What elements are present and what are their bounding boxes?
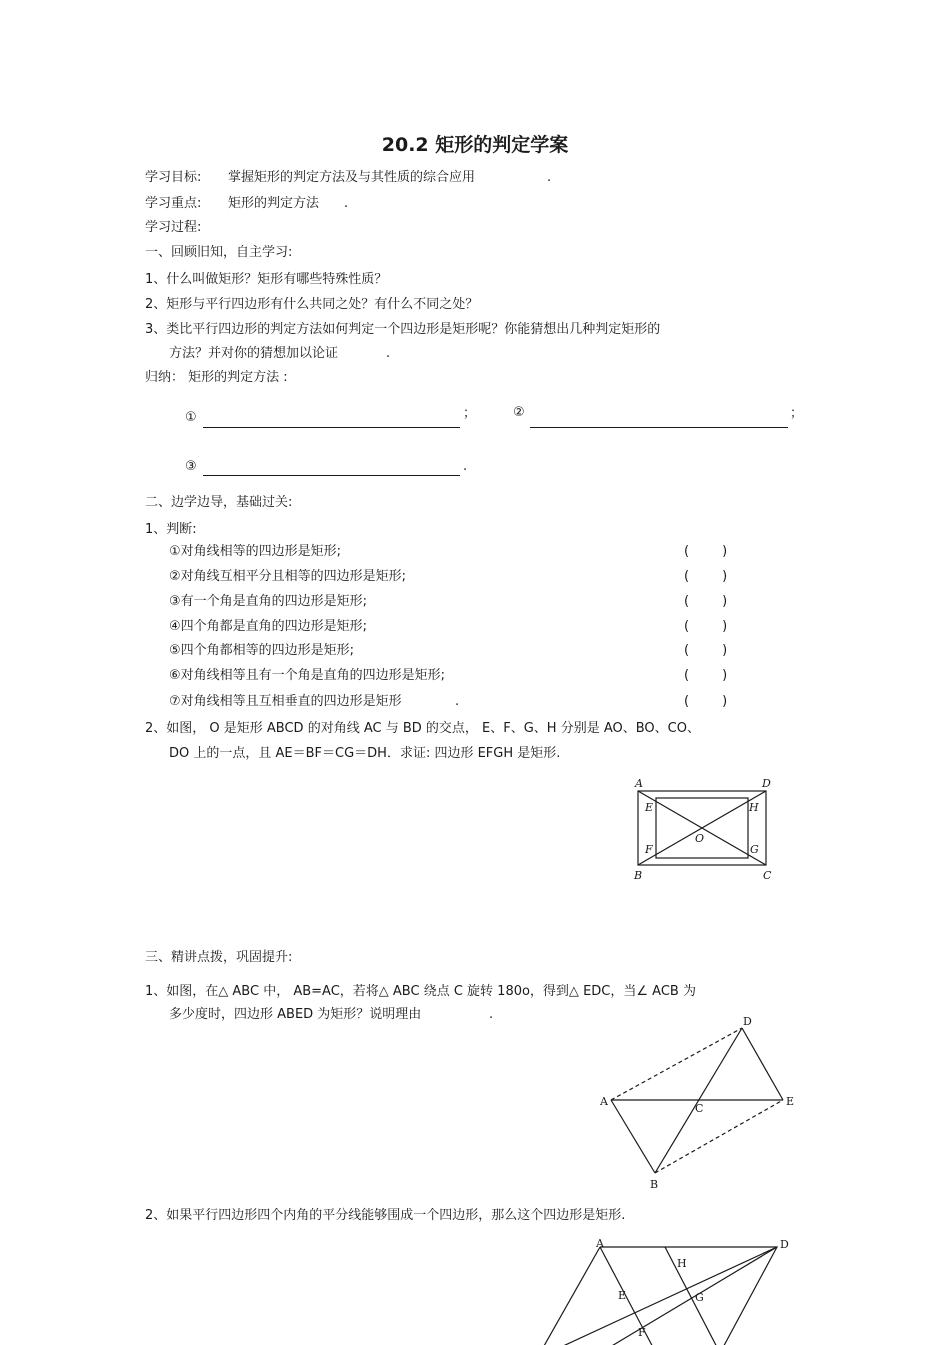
- judge-item-6: ⑥对角线相等且有一个角是直角的四边形是矩形;: [169, 668, 446, 683]
- judge-answer-5[interactable]: ( ): [684, 643, 728, 658]
- triangle-figure: [595, 1010, 805, 1195]
- label-H: H: [749, 801, 759, 814]
- section3-q1-line2: 多少度时，四边形 ABED 为矩形？说明理由: [169, 1007, 422, 1022]
- section1-heading: 一、回顾旧知，自主学习:: [145, 245, 293, 260]
- judge-item-2: ②对角线互相平分且相等的四边形是矩形;: [169, 569, 407, 584]
- page-title: 20.2 矩形的判定学案: [381, 134, 569, 156]
- focus-label: 学习重点:: [145, 196, 202, 211]
- label-G: G: [750, 843, 759, 856]
- section1-q3-line2: 方法？并对你的猜想加以论证: [169, 346, 339, 361]
- label-F: F: [645, 843, 653, 856]
- section3-heading: 三、精讲点拨，巩固提升:: [145, 950, 293, 965]
- blank2-line[interactable]: [530, 427, 788, 428]
- judge-item-3: ③有一个角是直角的四边形是矩形;: [169, 594, 368, 609]
- goal-label: 学习目标:: [145, 170, 202, 185]
- blank3-mark: ③: [185, 459, 197, 474]
- summary-label: 归纳： 矩形的判定方法 :: [145, 370, 288, 385]
- section2-q2-line1: 2、如图， O 是矩形 ABCD 的对角线 AC 与 BD 的交点， E、F、G、H 分别是 AO、BO、CO、: [145, 721, 700, 736]
- section3-q1-dot: .: [489, 1007, 494, 1022]
- section3-q2: 2、如果平行四边形四个内角的平分线能够围成一个四边形，那么这个四边形是矩形.: [145, 1208, 626, 1223]
- blank1-line[interactable]: [203, 427, 460, 428]
- blank3-line[interactable]: [203, 475, 460, 476]
- label-B: B: [634, 869, 643, 882]
- blank1-mark: ①: [185, 410, 197, 425]
- fig2-label-F: F: [638, 1326, 646, 1339]
- judge-item-5: ⑤四个角都相等的四边形是矩形;: [169, 643, 355, 658]
- label-E: E: [645, 801, 654, 814]
- judge-label: 1、判断:: [145, 522, 197, 537]
- section1-q3-line1: 3、类比平行四边形的判定方法如何判定一个四边形是矩形呢？你能猜想出几种判定矩形的: [145, 322, 661, 337]
- judge-answer-1[interactable]: ( ): [684, 544, 728, 559]
- section1-q1: 1、什么叫做矩形？矩形有哪些特殊性质？: [145, 272, 388, 287]
- judge-answer-7[interactable]: ( ): [684, 694, 728, 709]
- label-D: D: [762, 777, 771, 790]
- fig1-label-C: C: [695, 1102, 704, 1115]
- fig2-label-E: E: [618, 1289, 627, 1302]
- rectangle-figure: [625, 772, 785, 884]
- section1-q3-dot: .: [386, 346, 391, 361]
- fig2-label-H: H: [677, 1257, 687, 1270]
- focus-dot: .: [344, 196, 349, 211]
- judge-answer-6[interactable]: ( ): [684, 668, 728, 683]
- process-label: 学习过程:: [145, 220, 202, 235]
- label-A: A: [635, 777, 643, 790]
- section2-q2-line2: DO 上的一点，且 AE＝BF＝CG＝DH．求证: 四边形 EFGH 是矩形.: [169, 746, 561, 761]
- judge-answer-4[interactable]: ( ): [684, 619, 728, 634]
- judge-item-7: ⑦对角线相等且互相垂直的四边形是矩形: [169, 694, 402, 709]
- blank1-end: ；: [463, 406, 477, 421]
- fig1-label-E: E: [786, 1095, 795, 1108]
- parallelogram-figure: [540, 1233, 800, 1345]
- fig2-label-G: G: [695, 1291, 704, 1304]
- label-C: C: [763, 869, 772, 882]
- section3-q1-line1: 1、如图，在△ ABC 中， AB=AC，若将△ ABC 绕点 C 旋转 180o，得到△ EDC，当∠ ACB 为: [145, 984, 696, 999]
- fig1-label-B: B: [650, 1178, 659, 1191]
- focus-text: 矩形的判定方法: [228, 196, 320, 211]
- section1-q2: 2、矩形与平行四边形有什么共同之处？有什么不同之处？: [145, 297, 479, 312]
- judge-answer-2[interactable]: ( ): [684, 569, 728, 584]
- judge-answer-3[interactable]: ( ): [684, 594, 728, 609]
- goal-dot: .: [547, 170, 552, 185]
- judge-item-4: ④四个角都是直角的四边形是矩形;: [169, 619, 368, 634]
- judge-item-1: ①对角线相等的四边形是矩形;: [169, 544, 342, 559]
- fig1-label-A: A: [600, 1095, 608, 1108]
- fig1-label-D: D: [743, 1015, 752, 1028]
- judge-item-7-dot: .: [455, 694, 460, 709]
- label-O: O: [695, 832, 705, 845]
- goal-text: 掌握矩形的判定方法及与其性质的综合应用: [228, 170, 476, 185]
- section2-heading: 二、边学边导，基础过关:: [145, 495, 293, 510]
- blank2-end: ；: [790, 406, 804, 421]
- fig2-label-A: A: [596, 1237, 604, 1250]
- blank3-end: .: [463, 459, 468, 474]
- fig2-label-D: D: [780, 1238, 789, 1251]
- blank2-mark: ②: [513, 405, 525, 420]
